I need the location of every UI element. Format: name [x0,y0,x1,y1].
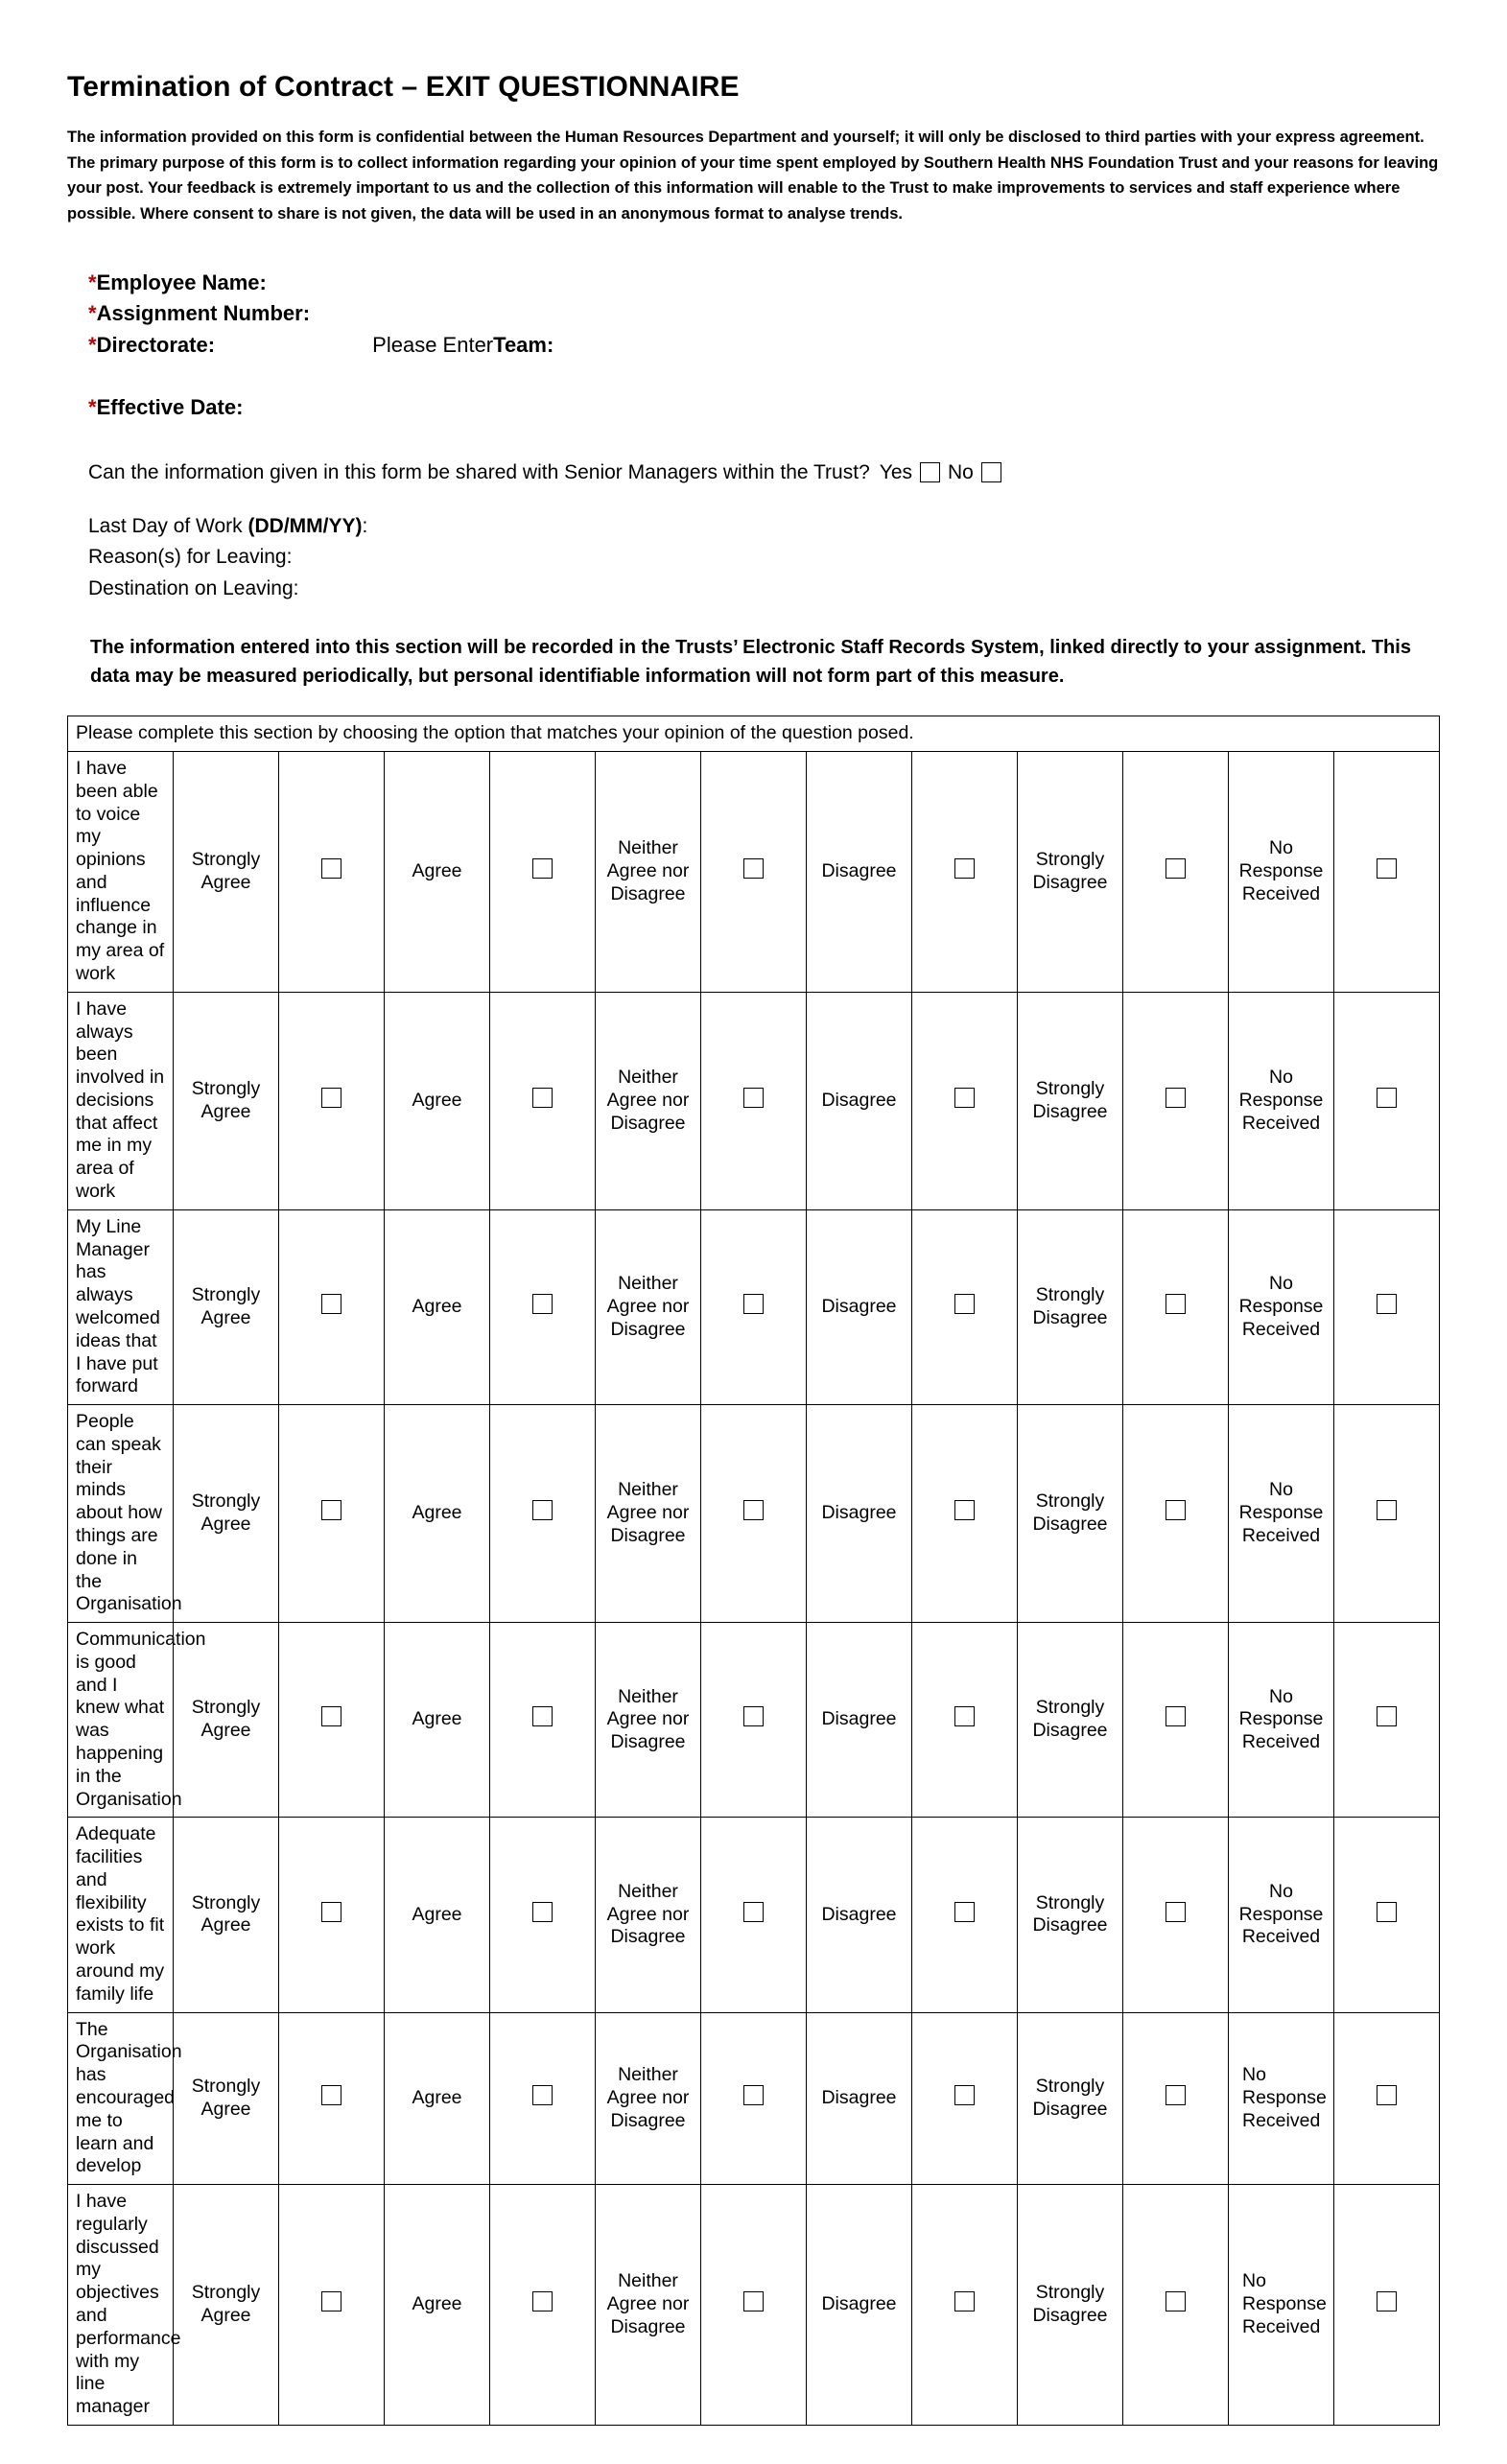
checkbox[interactable] [743,1500,764,1520]
checkbox-cell-disagree[interactable] [912,2185,1018,2426]
checkbox-cell-neither[interactable] [701,1405,807,1623]
option-no-response: No Response Received [1229,1818,1334,2012]
intro-paragraph: The information provided on this form is confidential between the Human Resources Department and yourself; it will only be disclosed to third parties with your express agreement. The primary purpose of this form is to collect information regarding your opinion of your time spent employed by Southern Health NHS Foundation Trust and your reasons for leaving your post. Your feedback is extremely important to us and the collection of this information will enable to the Trust to make improvements to services and staff experience where possible. Where consent to share is not given, the data will be used in an anonymous format to analyse trends. [67,129,1439,223]
option-strongly-disagree: Strongly Disagree [1018,1405,1123,1623]
question-text: Adequate facilities and flexibility exists to fit work around my family life [68,1818,174,2012]
checkbox-cell-neither[interactable] [701,2185,807,2426]
checkbox[interactable] [321,1706,341,1726]
option-neither: Neither Agree nor Disagree [596,1405,701,1623]
checkbox-cell-strongly-agree[interactable] [279,992,385,1209]
checkbox-cell-disagree[interactable] [912,751,1018,992]
checkbox-cell-no-response[interactable] [1334,992,1440,1209]
checkbox[interactable] [1166,1902,1186,1922]
question-text: I have regularly discussed my objectives and performance with my line manager [68,2185,174,2426]
question-text: I have always been involved in decisions that affect me in my area of work [68,992,174,1209]
required-asterisk: * [88,332,97,357]
checkbox-cell-no-response[interactable] [1334,2012,1440,2184]
option-agree: Agree [385,2012,490,2184]
option-strongly-disagree: Strongly Disagree [1018,751,1123,992]
leaving-details [88,511,1440,605]
option-neither: Neither Agree nor Disagree [596,2185,701,2426]
team-field [372,330,553,362]
checkbox[interactable] [743,2291,764,2311]
option-neither: Neither Agree nor Disagree [596,751,701,992]
checkbox[interactable] [532,1500,553,1520]
option-agree: Agree [385,1623,490,1818]
checkbox[interactable] [954,2291,975,2311]
option-neither: Neither Agree nor Disagree [596,2012,701,2184]
share-no-checkbox[interactable] [981,462,1001,482]
checkbox[interactable] [743,858,764,879]
share-no-label: No [948,461,974,484]
checkbox[interactable] [954,1294,975,1314]
checkbox-cell-strongly-agree[interactable] [279,751,385,992]
checkbox-cell-disagree[interactable] [912,2012,1018,2184]
checkbox-cell-strongly-agree[interactable] [279,1209,385,1404]
checkbox-cell-no-response[interactable] [1334,1623,1440,1818]
checkbox-cell-no-response[interactable] [1334,1818,1440,2012]
checkbox[interactable] [954,858,975,879]
option-strongly-agree: Strongly Agree [174,992,279,1209]
option-neither: Neither Agree nor Disagree [596,1623,701,1818]
destination-on-leaving-label: Destination on Leaving: [88,576,299,599]
checkbox[interactable] [1377,1706,1397,1726]
question-text: The Organisation has encouraged me to learn and develop [68,2012,174,2184]
checkbox-cell-neither[interactable] [701,1209,807,1404]
checkbox[interactable] [532,858,553,879]
option-neither: Neither Agree nor Disagree [596,1209,701,1404]
option-neither: Neither Agree nor Disagree [596,1818,701,2012]
checkbox-cell-agree[interactable] [490,1405,596,1623]
option-strongly-agree: Strongly Agree [174,2185,279,2426]
checkbox[interactable] [532,2085,553,2105]
page-title: Termination of Contract – EXIT QUESTIONNAIRE [67,71,740,103]
table-row [68,751,1440,992]
checkbox-cell-no-response[interactable] [1334,2185,1440,2426]
option-no-response: No Response Received [1229,1405,1334,1623]
option-strongly-disagree: Strongly Disagree [1018,992,1123,1209]
checkbox[interactable] [321,1294,341,1314]
checkbox[interactable] [532,2291,553,2311]
checkbox-cell-agree[interactable] [490,1209,596,1404]
last-day-of-work-line [88,511,1440,543]
checkbox[interactable] [321,858,341,879]
checkbox-cell-strongly-disagree[interactable] [1123,751,1229,992]
checkbox-cell-strongly-disagree[interactable] [1123,2185,1229,2426]
checkbox[interactable] [954,1902,975,1922]
checkbox[interactable] [1377,1088,1397,1108]
team-label: Team: [493,332,554,357]
option-disagree: Disagree [807,2012,912,2184]
field-assignment-number [88,298,1440,330]
checkbox-cell-disagree[interactable] [912,1209,1018,1404]
survey-instruction-row [68,716,1440,752]
assignment-number-label: Assignment Number: [96,301,311,326]
checkbox-cell-strongly-disagree[interactable] [1123,1209,1229,1404]
required-asterisk: * [88,394,97,419]
option-strongly-disagree: Strongly Disagree [1018,1818,1123,2012]
share-question-row [88,458,1440,488]
checkbox[interactable] [1166,1088,1186,1108]
option-agree: Agree [385,1405,490,1623]
checkbox-cell-disagree[interactable] [912,1623,1018,1818]
checkbox-cell-strongly-agree[interactable] [279,1405,385,1623]
survey-table [67,716,1440,2426]
option-strongly-agree: Strongly Agree [174,1209,279,1404]
survey-body [68,716,1440,2426]
effective-date-label: Effective Date: [96,394,244,419]
share-yes-label: Yes [879,461,913,484]
checkbox[interactable] [743,1902,764,1922]
option-no-response: No Response Received [1229,1209,1334,1404]
checkbox-cell-no-response[interactable] [1334,1405,1440,1623]
option-no-response: No Response Received [1229,2185,1334,2426]
option-disagree: Disagree [807,992,912,1209]
field-employee-name [88,268,1440,299]
option-disagree: Disagree [807,1818,912,2012]
option-strongly-disagree: Strongly Disagree [1018,2185,1123,2426]
option-agree: Agree [385,2185,490,2426]
share-question-text: Can the information given in this form be shared with Senior Managers within the Trust? [88,461,870,484]
last-day-label: Last Day of Work [88,514,248,537]
option-disagree: Disagree [807,2185,912,2426]
checkbox-cell-strongly-disagree[interactable] [1123,1405,1229,1623]
last-day-colon: : [362,514,368,537]
date-format-hint: (DD/MM/YY) [247,514,363,537]
checkbox-cell-strongly-agree[interactable] [279,1818,385,2012]
checkbox[interactable] [321,2291,341,2311]
checkbox[interactable] [1377,858,1397,879]
option-agree: Agree [385,751,490,992]
option-strongly-disagree: Strongly Disagree [1018,2012,1123,2184]
option-disagree: Disagree [807,1209,912,1404]
checkbox-cell-agree[interactable] [490,2185,596,2426]
checkbox-cell-agree[interactable] [490,751,596,992]
checkbox[interactable] [1377,1294,1397,1314]
checkbox-cell-agree[interactable] [490,2012,596,2184]
checkbox[interactable] [1166,858,1186,879]
checkbox-cell-strongly-disagree[interactable] [1123,1623,1229,1818]
table-row [68,1405,1440,1623]
checkbox-cell-strongly-disagree[interactable] [1123,992,1229,1209]
checkbox[interactable] [321,1088,341,1108]
table-row [68,1209,1440,1404]
checkbox[interactable] [1166,2291,1186,2311]
checkbox[interactable] [1377,2085,1397,2105]
checkbox[interactable] [321,2085,341,2105]
checkbox-cell-disagree[interactable] [912,992,1018,1209]
checkbox-cell-strongly-agree[interactable] [279,1623,385,1818]
option-agree: Agree [385,1818,490,2012]
checkbox[interactable] [1166,1294,1186,1314]
option-no-response: No Response Received [1229,1623,1334,1818]
option-no-response: No Response Received [1229,992,1334,1209]
share-yes-checkbox[interactable] [920,462,940,482]
checkbox[interactable] [321,1902,341,1922]
question-text: I have been able to voice my opinions and influence change in my area of work [68,751,174,992]
option-strongly-agree: Strongly Agree [174,751,279,992]
option-strongly-agree: Strongly Agree [174,2012,279,2184]
checkbox[interactable] [321,1500,341,1520]
required-asterisk: * [88,270,97,294]
option-strongly-agree: Strongly Agree [174,1623,279,1818]
checkbox[interactable] [954,2085,975,2105]
checkbox[interactable] [1166,2085,1186,2105]
checkbox[interactable] [1166,1706,1186,1726]
checkbox-cell-strongly-disagree[interactable] [1123,2012,1229,2184]
checkbox-cell-agree[interactable] [490,1818,596,2012]
option-agree: Agree [385,992,490,1209]
checkbox-cell-neither[interactable] [701,2012,807,2184]
option-disagree: Disagree [807,751,912,992]
table-row [68,992,1440,1209]
employee-name-label: Employee Name: [96,270,267,294]
option-strongly-disagree: Strongly Disagree [1018,1623,1123,1818]
checkbox[interactable] [532,1902,553,1922]
survey-instruction: Please complete this section by choosing the option that matches your opinion of the question posed. [68,716,1440,752]
checkbox[interactable] [1377,2291,1397,2311]
please-enter-label: Please Enter [372,332,494,357]
checkbox-cell-strongly-agree[interactable] [279,2185,385,2426]
checkbox-cell-no-response[interactable] [1334,751,1440,992]
option-disagree: Disagree [807,1405,912,1623]
esr-note: The information entered into this section will be recorded in the Trusts’ Electronic Staff Records System, linked directly to your assignment. This data may be measured periodically, but personal identifiable information will not form part of this measure. [90,637,1411,688]
table-row [68,1818,1440,2012]
checkbox-cell-disagree[interactable] [912,1405,1018,1623]
checkbox-cell-neither[interactable] [701,1623,807,1818]
question-text: Communication is good and I knew what was happening in the Organisation [68,1623,174,1818]
checkbox[interactable] [743,1294,764,1314]
required-asterisk: * [88,301,97,326]
checkbox-cell-agree[interactable] [490,1623,596,1818]
checkbox[interactable] [1166,1500,1186,1520]
employee-fields [88,268,1440,423]
option-strongly-agree: Strongly Agree [174,1818,279,2012]
option-no-response: No Response Received [1229,751,1334,992]
checkbox-cell-neither[interactable] [701,1818,807,2012]
checkbox[interactable] [954,1706,975,1726]
option-disagree: Disagree [807,1623,912,1818]
checkbox-cell-neither[interactable] [701,992,807,1209]
checkbox[interactable] [1377,1500,1397,1520]
checkbox[interactable] [532,1088,553,1108]
field-directorate [88,330,1440,362]
option-no-response: No Response Received [1229,2012,1334,2184]
question-text: People can speak their minds about how things are done in the Organisation [68,1405,174,1623]
checkbox-cell-no-response[interactable] [1334,1209,1440,1404]
table-row [68,1623,1440,1818]
option-neither: Neither Agree nor Disagree [596,992,701,1209]
checkbox[interactable] [954,1500,975,1520]
option-strongly-agree: Strongly Agree [174,1405,279,1623]
checkbox[interactable] [532,1706,553,1726]
checkbox-cell-strongly-disagree[interactable] [1123,1818,1229,2012]
option-agree: Agree [385,1209,490,1404]
question-text: My Line Manager has always welcomed ideas that I have put forward [68,1209,174,1404]
reasons-for-leaving-label: Reason(s) for Leaving: [88,546,293,569]
checkbox[interactable] [954,1088,975,1108]
checkbox[interactable] [743,2085,764,2105]
table-row [68,2012,1440,2184]
table-row [68,2185,1440,2426]
checkbox-cell-neither[interactable] [701,751,807,992]
checkbox-cell-strongly-agree[interactable] [279,2012,385,2184]
directorate-label: Directorate: [96,332,216,357]
field-effective-date [88,392,1440,424]
checkbox[interactable] [1377,1902,1397,1922]
checkbox[interactable] [532,1294,553,1314]
checkbox[interactable] [743,1088,764,1108]
option-strongly-disagree: Strongly Disagree [1018,1209,1123,1404]
checkbox-cell-disagree[interactable] [912,1818,1018,2012]
checkbox-cell-agree[interactable] [490,992,596,1209]
checkbox[interactable] [743,1706,764,1726]
